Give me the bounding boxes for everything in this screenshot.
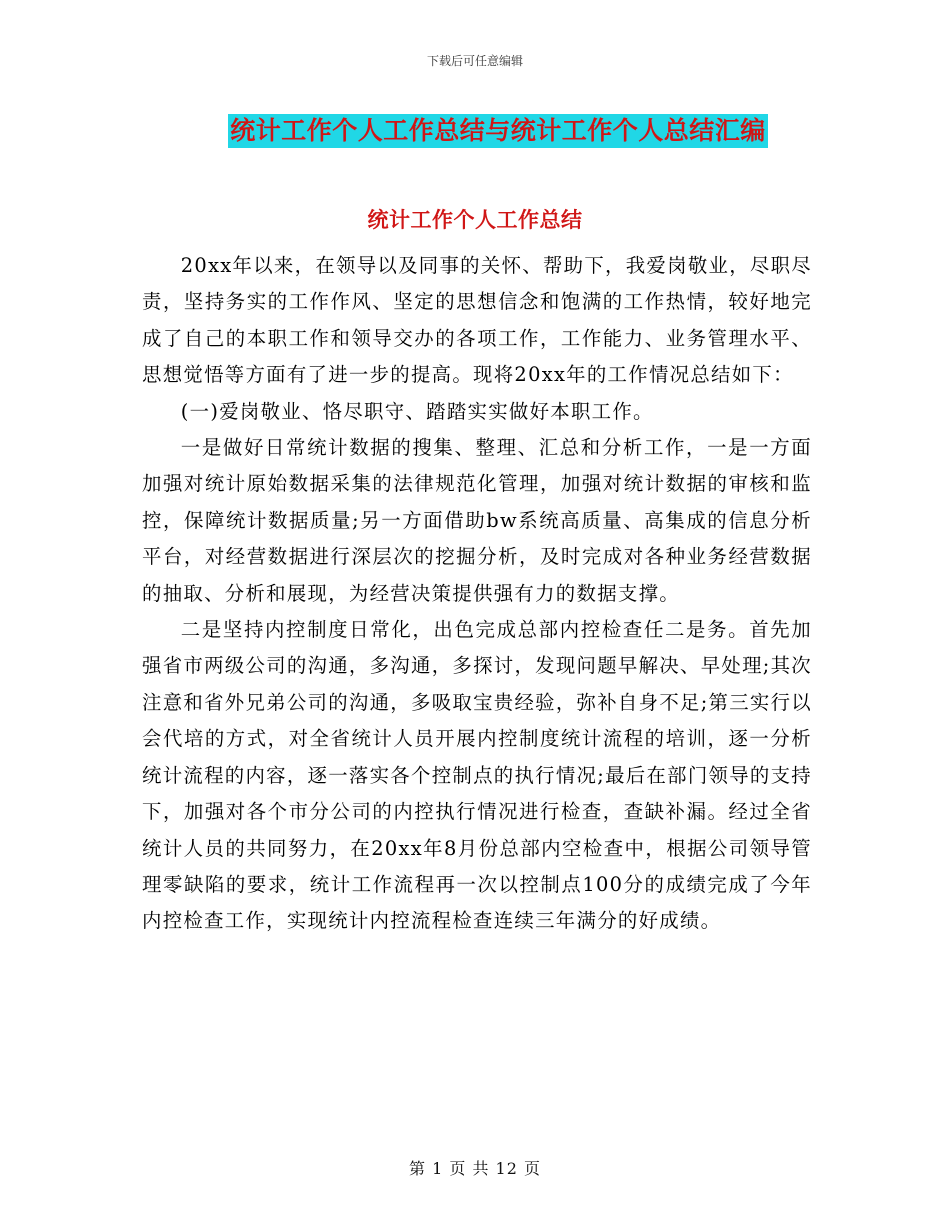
paragraph-intro: 20xx年以来，在领导以及同事的关怀、帮助下，我爱岗敬业，尽职尽责，坚持务实的工作作风、坚定的思想信念和饱满的工作热情，较好地完成了自己的本职工作和领导交办的各项工作，工作能力、业务管理水平、思想觉悟等方面有了进一步的提高。现将20xx年的工作情况总结如下： bbox=[142, 254, 812, 387]
paragraph-point-1: 一是做好日常统计数据的搜集、整理、汇总和分析工作，一是一方面加强对统计原始数据采集的法律规范化管理，加强对统计数据的审核和监控，保障统计数据质量;另一方面借助bw系统高质量、高集成的信息分析平台，对经营数据进行深层次的挖掘分析，及时完成对各种业务经营数据的抽取、分析和展现，为经营决策提供强有力的数据支撑。 bbox=[142, 436, 812, 605]
page-footer bbox=[0, 1156, 950, 1179]
page-number-label: 第 1 页 共 12 页 bbox=[409, 1159, 541, 1178]
section-title: 统计工作个人工作总结 bbox=[367, 208, 583, 232]
main-title: 统计工作个人工作总结与统计工作个人总结汇编 bbox=[228, 114, 768, 148]
document-body bbox=[142, 248, 812, 940]
paragraph-point-2: 二是坚持内控制度日常化，出色完成总部内控检查任二是务。首先加强省市两级公司的沟通，多沟通，多探讨，发现问题早解决、早处理;其次注意和省外兄弟公司的沟通，多吸取宝贵经验，弥补自身不足;第三实行以会代培的方式，对全省统计人员开展内控制度统计流程的培训，逐一分析统计流程的内容，逐一落实各个控制点的执行情况;最后在部门领导的支持下，加强对各个市分公司的内控执行情况进行检查，查缺补漏。经过全省统计人员的共同努力，在20xx年8月份总部内空检查中，根据公司领导管理零缺陷的要求，统计工作流程再一次以控制点100分的成绩完成了今年内控检查工作，实现统计内控流程检查连续三年满分的好成绩。 bbox=[142, 618, 812, 933]
paragraph-heading-1: (一)爱岗敬业、恪尽职守、踏踏实实做好本职工作。 bbox=[180, 399, 654, 423]
header-note: 下载后可任意编辑 bbox=[426, 54, 523, 68]
main-title-container bbox=[0, 114, 950, 148]
